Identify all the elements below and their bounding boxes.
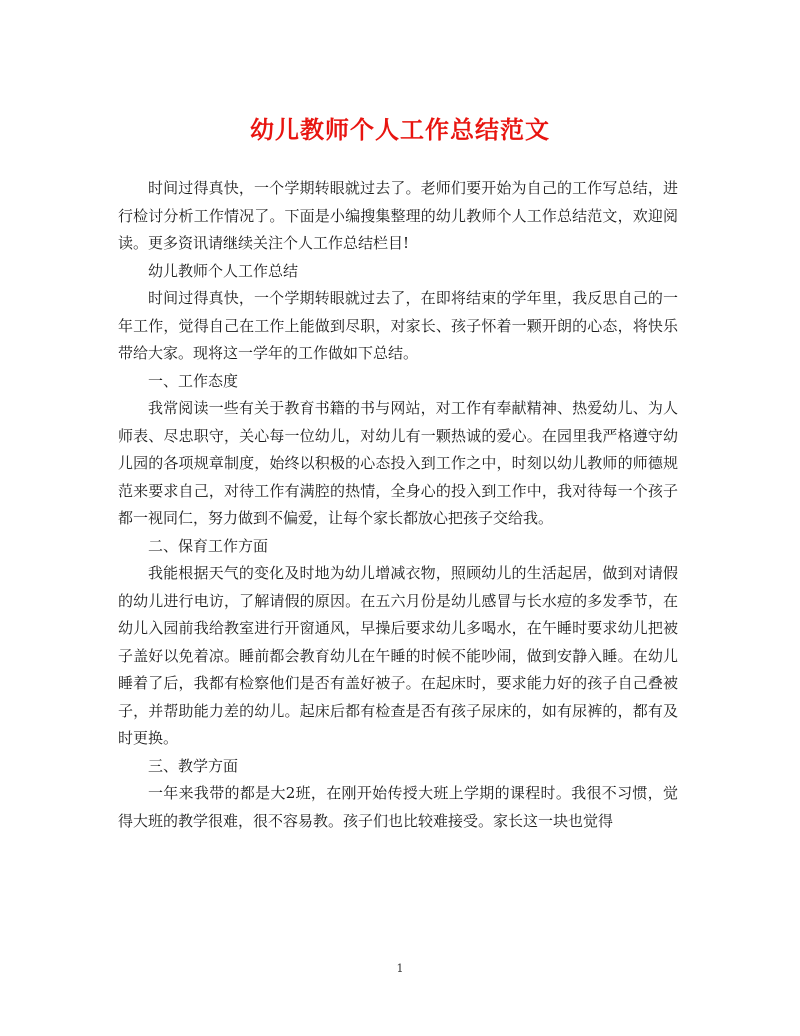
summary-paragraph: 时间过得真快，一个学期转眼就过去了，在即将结束的学年里，我反思自己的一年工作，觉得自己在工作上能做到尽职，对家长、孩子怀着一颗开朗的心态，将快乐带给大家。现将这一学年的工作做如下总结。 — [118, 289, 678, 362]
section-heading-care: 二、保育工作方面 — [148, 536, 269, 555]
document-title: 幼儿教师个人工作总结范文 — [250, 115, 550, 144]
subtitle-paragraph: 幼儿教师个人工作总结 — [148, 261, 299, 280]
intro-paragraph: 时间过得真快，一个学期转眼就过去了。老师们要开始为自己的工作写总结，进行检讨分析工作情况了。下面是小编搜集整理的幼儿教师个人工作总结范文，欢迎阅读。更多资讯请继续关注个人工作总结栏目! — [118, 179, 678, 252]
care-paragraph: 我能根据天气的变化及时地为幼儿增减衣物，照顾幼儿的生活起居，做到对请假的幼儿进行电访，了解请假的原因。在五六月份是幼儿感冒与长水痘的多发季节，在幼儿入园前我给教室进行开窗通风，早操后要求幼儿多喝水，在午睡时要求幼儿把被子盖好以免着凉。睡前都会教育幼儿在午睡的时候不能吵闹，做到安静入睡。在幼儿睡着了后，我都有检察他们是否有盖好被子。在起床时，要求能力好的孩子自己叠被子，并帮助能力差的幼儿。起床后都有检查是否有孩子尿床的，如有尿裤的，都有及时更换。 — [118, 564, 678, 747]
teaching-paragraph: 一年来我带的都是大2班，在刚开始传授大班上学期的课程时。我很不习惯，觉得大班的教学很难，很不容易教。孩子们也比较难接受。家长这一块也觉得 — [118, 784, 678, 830]
page-number: 1 — [396, 962, 404, 975]
attitude-paragraph: 我常阅读一些有关于教育书籍的书与网站，对工作有奉献精神、热爱幼儿、为人师表、尽忠职守，关心每一位幼儿，对幼儿有一颗热诚的爱心。在园里我严格遵守幼儿园的各项规章制度，始终以积极的心态投入到工作之中，时刻以幼儿教师的师德规范来要求自己，对待工作有满腔的热情，全身心的投入到工作中，我对待每一个孩子都一视同仁，努力做到不偏爱，让每个家长都放心把孩子交给我。 — [118, 399, 678, 527]
section-heading-attitude: 一、工作态度 — [148, 371, 239, 390]
document-body — [118, 175, 678, 835]
section-heading-teaching: 三、教学方面 — [148, 756, 239, 775]
